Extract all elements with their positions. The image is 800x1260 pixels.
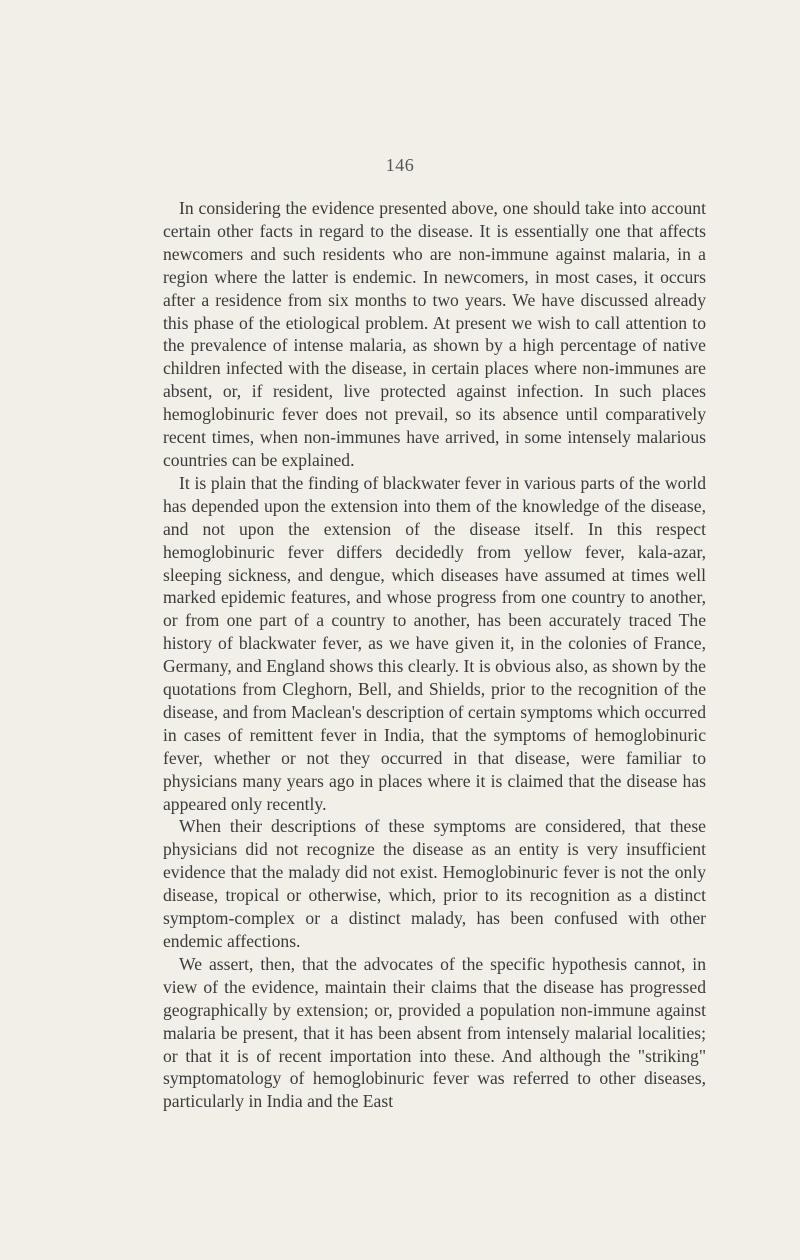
paragraph-1: In considering the evidence presented above, one should take into account certain other facts in regard to the disease. It is essentially one that affects newcomers and such residents who are non-immune against malaria, in a region where the latter is endemic. In newcomers, in most cases, it occurs after a residence from six months to two years. We have discussed already this phase of the etiological problem. At present we wish to call attention to the prevalence of intense malaria, as shown by a high percentage of native children infected with the disease, in certain places where non-immunes are absent, or, if resident, live protected against infection. In such places hemoglobinuric fever does not prevail, so its absence until comparatively recent times, when non-immunes have arrived, in some intensely malarious countries can be explained.	[163, 198, 706, 470]
paragraph-2: It is plain that the finding of blackwater fever in various parts of the world has depended upon the extension into them of the knowledge of the disease, and not upon the extension of the disease itself. In this respect hemoglobinuric fever differs decidedly from yellow fever, kala-azar, sleeping sickness, and dengue, which diseases have assumed at times well marked epidemic features, and whose progress from one country to another, or from one part of a country to another, has been accurately traced The history of blackwater fever, as we have given it, in the colonies of France, Germany, and England shows this clearly. It is obvious also, as shown by the quotations from Cleghorn, Bell, and Shields, prior to the recognition of the disease, and from Maclean's description of certain symptoms which occurred in cases of remittent fever in India, that the symptoms of hemoglobinuric fever, whether or not they occurred in that disease, were familiar to physicians many years ago in places where it is claimed that the disease has appeared only recently.	[163, 472, 706, 814]
body-text	[163, 197, 706, 1113]
paragraph-4: We assert, then, that the advocates of the specific hypothesis cannot, in view of the evidence, maintain their claims that the disease has progressed geographically by extension; or, provided a population non-immune against malaria be present, that it has been absent from intensely malarial localities; or that it is of recent importation into these. And although the "striking" symptomatology of hemoglobinuric fever was referred to other diseases, particularly in India and the East	[163, 953, 706, 1112]
paragraph-3: When their descriptions of these symptoms are considered, that these physicians did not recognize the disease as an entity is very insufficient evidence that the malady did not exist. Hemoglobinuric fever is not the only disease, tropical or otherwise, which, prior to its recognition as a distinct symptom-complex or a distinct malady, has been confused with other endemic affections.	[163, 816, 706, 951]
page-number: 146	[385, 155, 415, 175]
